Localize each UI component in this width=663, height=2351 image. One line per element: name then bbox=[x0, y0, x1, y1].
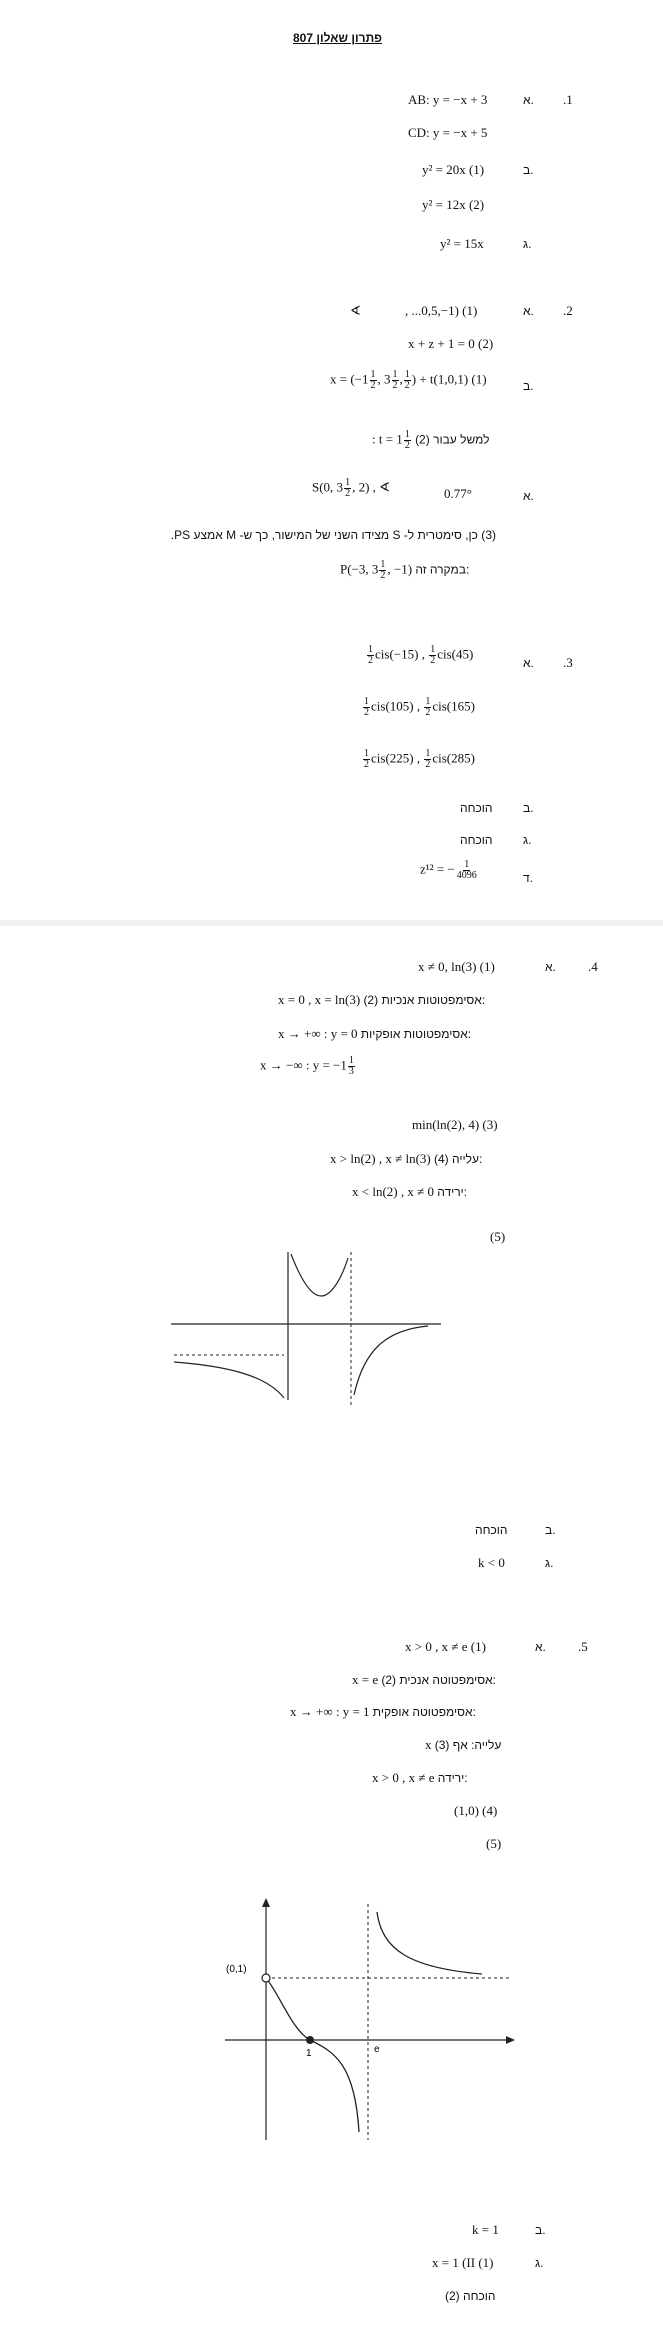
q5-vertical-asymptote: x = e (2) אסימפטוטה אנכית: bbox=[352, 1672, 496, 1687]
q4-c-label: ג. bbox=[545, 1556, 554, 1570]
q4-domain: x ≠ 0, ln(3) (1) bbox=[418, 959, 495, 974]
q2-point-s: S(0, 3 $\frac{1}{2}$ , 2) , ∢ bbox=[312, 477, 391, 499]
q4-decreasing: x < ln(2) , x ≠ 0 ירידה: bbox=[352, 1184, 468, 1199]
q5-open-point bbox=[262, 1974, 270, 1982]
q4-b-label: ב. bbox=[545, 1523, 556, 1537]
q3-d-label: ד. bbox=[523, 871, 533, 885]
q4-number: .4 bbox=[588, 959, 598, 974]
q5-horizontal-asymptote: x → +∞ : y = 1 אסימפטוטה אופקית: bbox=[290, 1704, 476, 1719]
q5-decreasing: x > 0 , x ≠ e ירידה: bbox=[372, 1770, 468, 1785]
page-2 bbox=[0, 926, 663, 2351]
q5-domain: x > 0 , x ≠ e (1) bbox=[405, 1639, 486, 1654]
q5-number: .5 bbox=[578, 1639, 588, 1654]
q2-c3-text: (3) כן, סימטרית ל- S מצידו השני של המישור, כך ש- M אמצע PS. bbox=[170, 528, 496, 542]
q2-c-label: א. bbox=[523, 489, 534, 503]
q5-c1: x = 1 (II (1) bbox=[432, 2255, 494, 2270]
q4-vertical-asymptotes: x = 0 , x = ln(3) (2) אסימפטוטות אנכיות: bbox=[278, 992, 486, 1007]
q5-zero-point bbox=[306, 2036, 314, 2044]
q2-b-label: ב. bbox=[523, 379, 534, 393]
q5-b-label: ב. bbox=[535, 2223, 546, 2237]
q4-a-label: א. bbox=[545, 960, 556, 974]
q4-horizontal-asymptote-1: x → +∞ : y = 0 אסימפטוטות אופקיות: bbox=[278, 1026, 472, 1041]
q3-c-label: ג. bbox=[523, 833, 532, 847]
q2-point-p: P(−3, 3 $\frac{1}{2}$ , −1) במקרה זה: bbox=[340, 559, 470, 581]
q1-cd-line: CD: y = −x + 5 bbox=[408, 125, 488, 140]
q5-label-e: e bbox=[374, 2044, 380, 2055]
q5-curve-left bbox=[266, 1978, 359, 2132]
page-1 bbox=[0, 0, 663, 920]
q5-label-0-1: (0,1) bbox=[226, 1964, 247, 1975]
document-title: פתרון שאלון 807 bbox=[293, 31, 383, 45]
q3-b-text: הוכחה bbox=[460, 801, 493, 815]
q3-roots-row-1: $\frac{1}{2}$ cis(−15) , $\frac{1}{2}$ cis(45) bbox=[368, 644, 474, 666]
q4-curve-left bbox=[174, 1362, 284, 1398]
q3-c-text: הוכחה bbox=[460, 833, 493, 847]
q1-parabola-1: y² = 20x (1) bbox=[422, 162, 485, 177]
q2-angle-symbol: ∢ bbox=[350, 303, 361, 318]
q3-roots-row-2: $\frac{1}{2}$ cis(105) , $\frac{1}{2}$ cis(165) bbox=[364, 696, 475, 718]
q4-b-text: הוכחה bbox=[475, 1523, 508, 1537]
q5-c2: (2) הוכחה bbox=[445, 2289, 496, 2303]
q1-parabola-3: y² = 15x bbox=[440, 236, 484, 251]
q1-parabola-2: y² = 12x (2) bbox=[422, 197, 485, 212]
q5-a5-label: (5) bbox=[486, 1836, 502, 1851]
q4-curve-right bbox=[354, 1326, 428, 1395]
q3-number: .3 bbox=[563, 655, 573, 670]
q1-b-label: ב. bbox=[523, 163, 534, 177]
q3-roots-row-3: $\frac{1}{2}$ cis(225) , $\frac{1}{2}$ cis(285) bbox=[364, 748, 475, 770]
q2-a-label: א. bbox=[523, 304, 534, 318]
q2-number: .2 bbox=[563, 303, 573, 318]
q1-c-label: ג. bbox=[523, 237, 532, 251]
q1-ab-line: AB: y = −x + 3 bbox=[408, 92, 488, 107]
q2-line-equation: x = (−1 $\frac{1}{2}$ , 3 $\frac{1}{2}$ , $\frac{1}{2}$ ) + t(1,0,1) (1) bbox=[330, 369, 487, 391]
q3-b-label: ב. bbox=[523, 801, 534, 815]
q3-d-result: z¹² = − $\frac{1}{4096}$ bbox=[420, 859, 477, 881]
q5-x-axis-arrow bbox=[506, 2036, 515, 2044]
q5-a-label: א. bbox=[535, 1640, 546, 1654]
q5-b-text: k = 1 bbox=[472, 2222, 499, 2237]
q2-a1-line: , ...0,5,−1) (1) bbox=[405, 303, 478, 318]
q4-c-text: k < 0 bbox=[478, 1555, 505, 1570]
q4-horizontal-asymptote-2: x → −∞ : y = −1 $\frac{1}{3}$ bbox=[260, 1055, 354, 1077]
q4-increasing: x > ln(2) , x ≠ ln(3) (4) עלייה: bbox=[330, 1151, 483, 1166]
q2-angle-value: 0.77° bbox=[444, 486, 472, 501]
q5-function-graph bbox=[220, 1890, 520, 2152]
q4-minimum-point: min(ln(2), 4) (3) bbox=[412, 1117, 498, 1132]
q4-a5-label: (5) bbox=[490, 1229, 506, 1244]
q1-number: .1 bbox=[563, 92, 573, 107]
q2-plane-equation: x + z + 1 = 0 (2) bbox=[408, 336, 494, 351]
q5-intersection: (1,0) (4) bbox=[454, 1803, 498, 1818]
q2-b2-line: : t = 1 $\frac{1}{2}$ (2) למשל עבור bbox=[372, 429, 490, 451]
q3-a-label: א. bbox=[523, 656, 534, 670]
q4-function-graph bbox=[166, 1240, 446, 1410]
q5-curve-right bbox=[377, 1912, 482, 1974]
q1-a-label: א. bbox=[523, 93, 534, 107]
q4-curve-middle bbox=[291, 1254, 348, 1296]
q5-c-label: ג. bbox=[535, 2256, 544, 2270]
q5-y-axis-arrow bbox=[262, 1898, 270, 1907]
q5-label-1: 1 bbox=[306, 2048, 312, 2059]
q5-increasing: x (3) עלייה: אף bbox=[425, 1737, 502, 1752]
